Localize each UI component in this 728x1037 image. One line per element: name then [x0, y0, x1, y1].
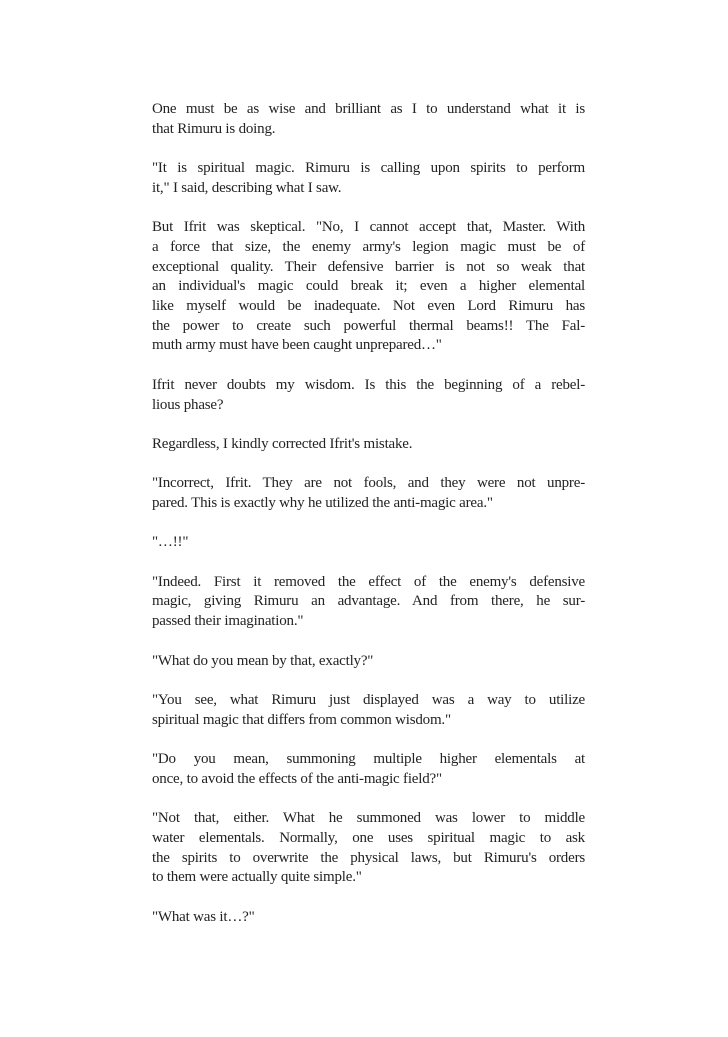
- paragraph-13: [152, 908, 585, 928]
- text-line: "What do you mean by that, exactly?": [152, 652, 374, 669]
- text-line: water elementals. Normally, one uses spiritual magic to ask: [152, 829, 585, 846]
- text-line: exceptional quality. Their defensive barrier is not so weak that: [152, 258, 585, 275]
- paragraph-5: [152, 435, 585, 455]
- paragraph-6: [152, 474, 585, 513]
- text-line: it," I said, describing what I saw.: [152, 179, 342, 196]
- paragraph-8: [152, 573, 585, 632]
- text-line: "You see, what Rimuru just displayed was a way to utilize: [152, 691, 585, 708]
- text-line: the spirits to overwrite the physical laws, but Rimuru's orders: [152, 849, 585, 866]
- text-line: a force that size, the enemy army's legion magic must be of: [152, 238, 585, 255]
- paragraph-7: [152, 533, 585, 553]
- text-line: pared. This is exactly why he utilized the anti-magic area.": [152, 494, 493, 511]
- text-line: "Not that, either. What he summoned was lower to middle: [152, 810, 585, 827]
- text-line: lious phase?: [152, 396, 224, 413]
- text-line: passed their imagination.": [152, 613, 304, 630]
- text-line: "Incorrect, Ifrit. They are not fools, and they were not unpre-: [152, 475, 585, 492]
- text-line: the power to create such powerful thermal beams!! The Fal-: [152, 317, 585, 334]
- text-line: to them were actually quite simple.": [152, 869, 362, 886]
- text-line: once, to avoid the effects of the anti-magic field?": [152, 770, 442, 787]
- page-text: [152, 100, 585, 947]
- text-line: But Ifrit was skeptical. "No, I cannot accept that, Master. With: [152, 219, 585, 236]
- text-line: Regardless, I kindly corrected Ifrit's mistake.: [152, 435, 413, 452]
- paragraph-10: [152, 691, 585, 730]
- text-line: that Rimuru is doing.: [152, 120, 276, 137]
- text-line: "It is spiritual magic. Rimuru is calling upon spirits to perform: [152, 160, 585, 177]
- text-line: muth army must have been caught unprepared…": [152, 337, 442, 354]
- text-line: "Do you mean, summoning multiple higher elementals at: [152, 751, 585, 768]
- text-line: Ifrit never doubts my wisdom. Is this the beginning of a rebel-: [152, 376, 585, 393]
- paragraph-11: [152, 750, 585, 789]
- text-line: like myself would be inadequate. Not even Lord Rimuru has: [152, 298, 585, 314]
- text-line: One must be as wise and brilliant as I to understand what it is: [152, 101, 585, 117]
- paragraph-12: [152, 809, 585, 888]
- text-line: "What was it…?": [152, 908, 255, 925]
- text-line: "…!!": [152, 534, 189, 551]
- paragraph-4: [152, 376, 585, 415]
- text-line: magic, giving Rimuru an advantage. And from there, he sur-: [152, 593, 585, 610]
- paragraph-1: [152, 100, 585, 139]
- text-line: "Indeed. First it removed the effect of the enemy's defensive: [152, 573, 585, 590]
- paragraph-2: [152, 159, 585, 198]
- paragraph-3: [152, 218, 585, 356]
- paragraph-9: [152, 652, 585, 672]
- text-line: spiritual magic that differs from common wisdom.": [152, 711, 451, 728]
- text-line: an individual's magic could break it; even a higher elemental: [152, 278, 585, 295]
